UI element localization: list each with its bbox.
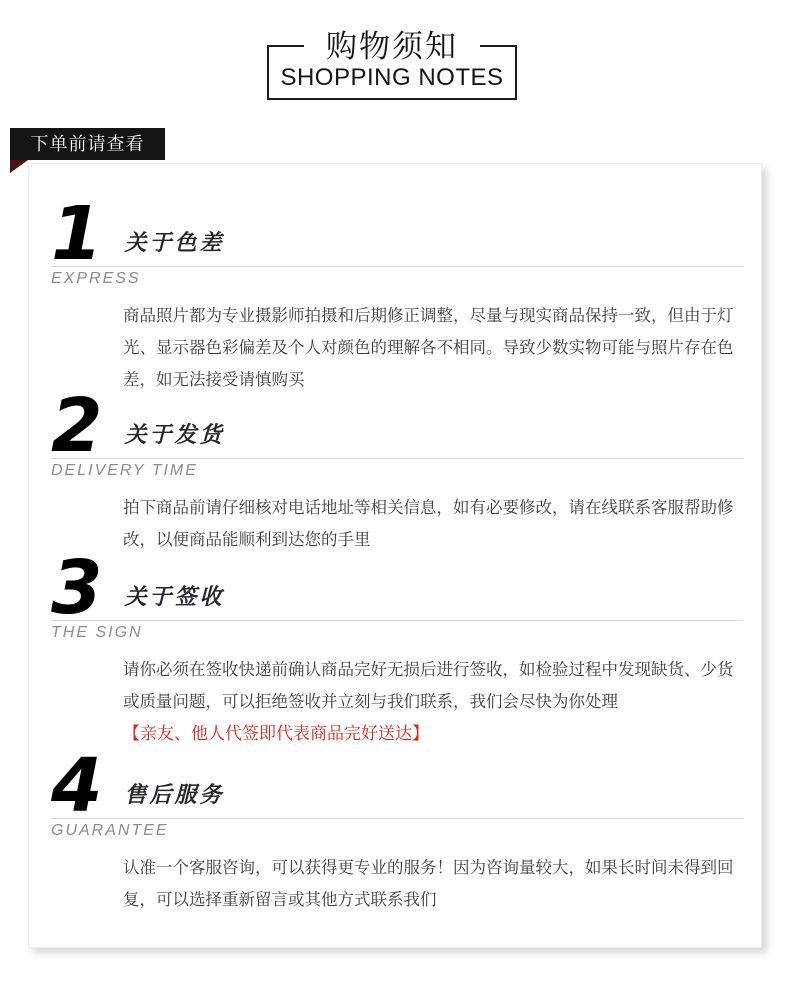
section-subtitle: DELIVERY TIME	[51, 462, 198, 479]
section-header	[51, 743, 743, 829]
section-number: 1	[51, 191, 103, 277]
section-number: 4	[51, 743, 103, 829]
section-title: 关于签收	[124, 584, 225, 609]
section-body-text: 请你必须在签收快递前确认商品完好无损后进行签收，如检验过程中发现缺货、少货或质量问题，可以拒绝签收并立刻与我们联系，我们会尽快为你处理	[123, 661, 734, 711]
page-title: 购物须知	[304, 31, 480, 64]
section-header	[51, 545, 743, 631]
section-body-text: 拍下商品前请仔细核对电话地址等相关信息，如有必要修改，请在线联系客服帮助修改，以便商品能顺利到达您的手里	[123, 499, 734, 549]
header-title-box	[267, 29, 517, 100]
section-number: 2	[51, 383, 103, 469]
section-header	[51, 383, 743, 469]
notes-panel	[28, 163, 762, 948]
section-title: 关于色差	[124, 230, 225, 255]
section-sign-receipt	[51, 545, 743, 750]
section-title: 售后服务	[124, 782, 225, 807]
section-header	[51, 191, 743, 277]
ribbon-label: 下单前请查看	[10, 128, 165, 160]
page-subtitle: SHOPPING NOTES	[280, 64, 504, 91]
section-color-difference	[51, 191, 743, 396]
section-body-text: 商品照片都为专业摄影师拍摄和后期修正调整，尽量与现实商品保持一致，但由于灯光、显示器色彩偏差及个人对颜色的理解各不相同。导致少数实物可能与照片存在色差，如无法接受请慎购买	[123, 307, 734, 389]
section-title: 关于发货	[124, 422, 225, 447]
section-after-sales	[51, 743, 743, 916]
section-subtitle: THE SIGN	[51, 624, 143, 641]
section-highlight-note: 【亲友、他人代签即代表商品完好送达】	[123, 724, 429, 743]
section-delivery	[51, 383, 743, 556]
ribbon-fold-triangle	[10, 160, 28, 173]
section-subtitle: EXPRESS	[51, 270, 141, 287]
section-body-text: 认准一个客服咨询，可以获得更专业的服务！因为咨询量较大，如果长时间未得到回复，可以选择重新留言或其他方式联系我们	[123, 859, 734, 909]
section-subtitle: GUARANTEE	[51, 822, 169, 839]
section-number: 3	[51, 545, 103, 631]
